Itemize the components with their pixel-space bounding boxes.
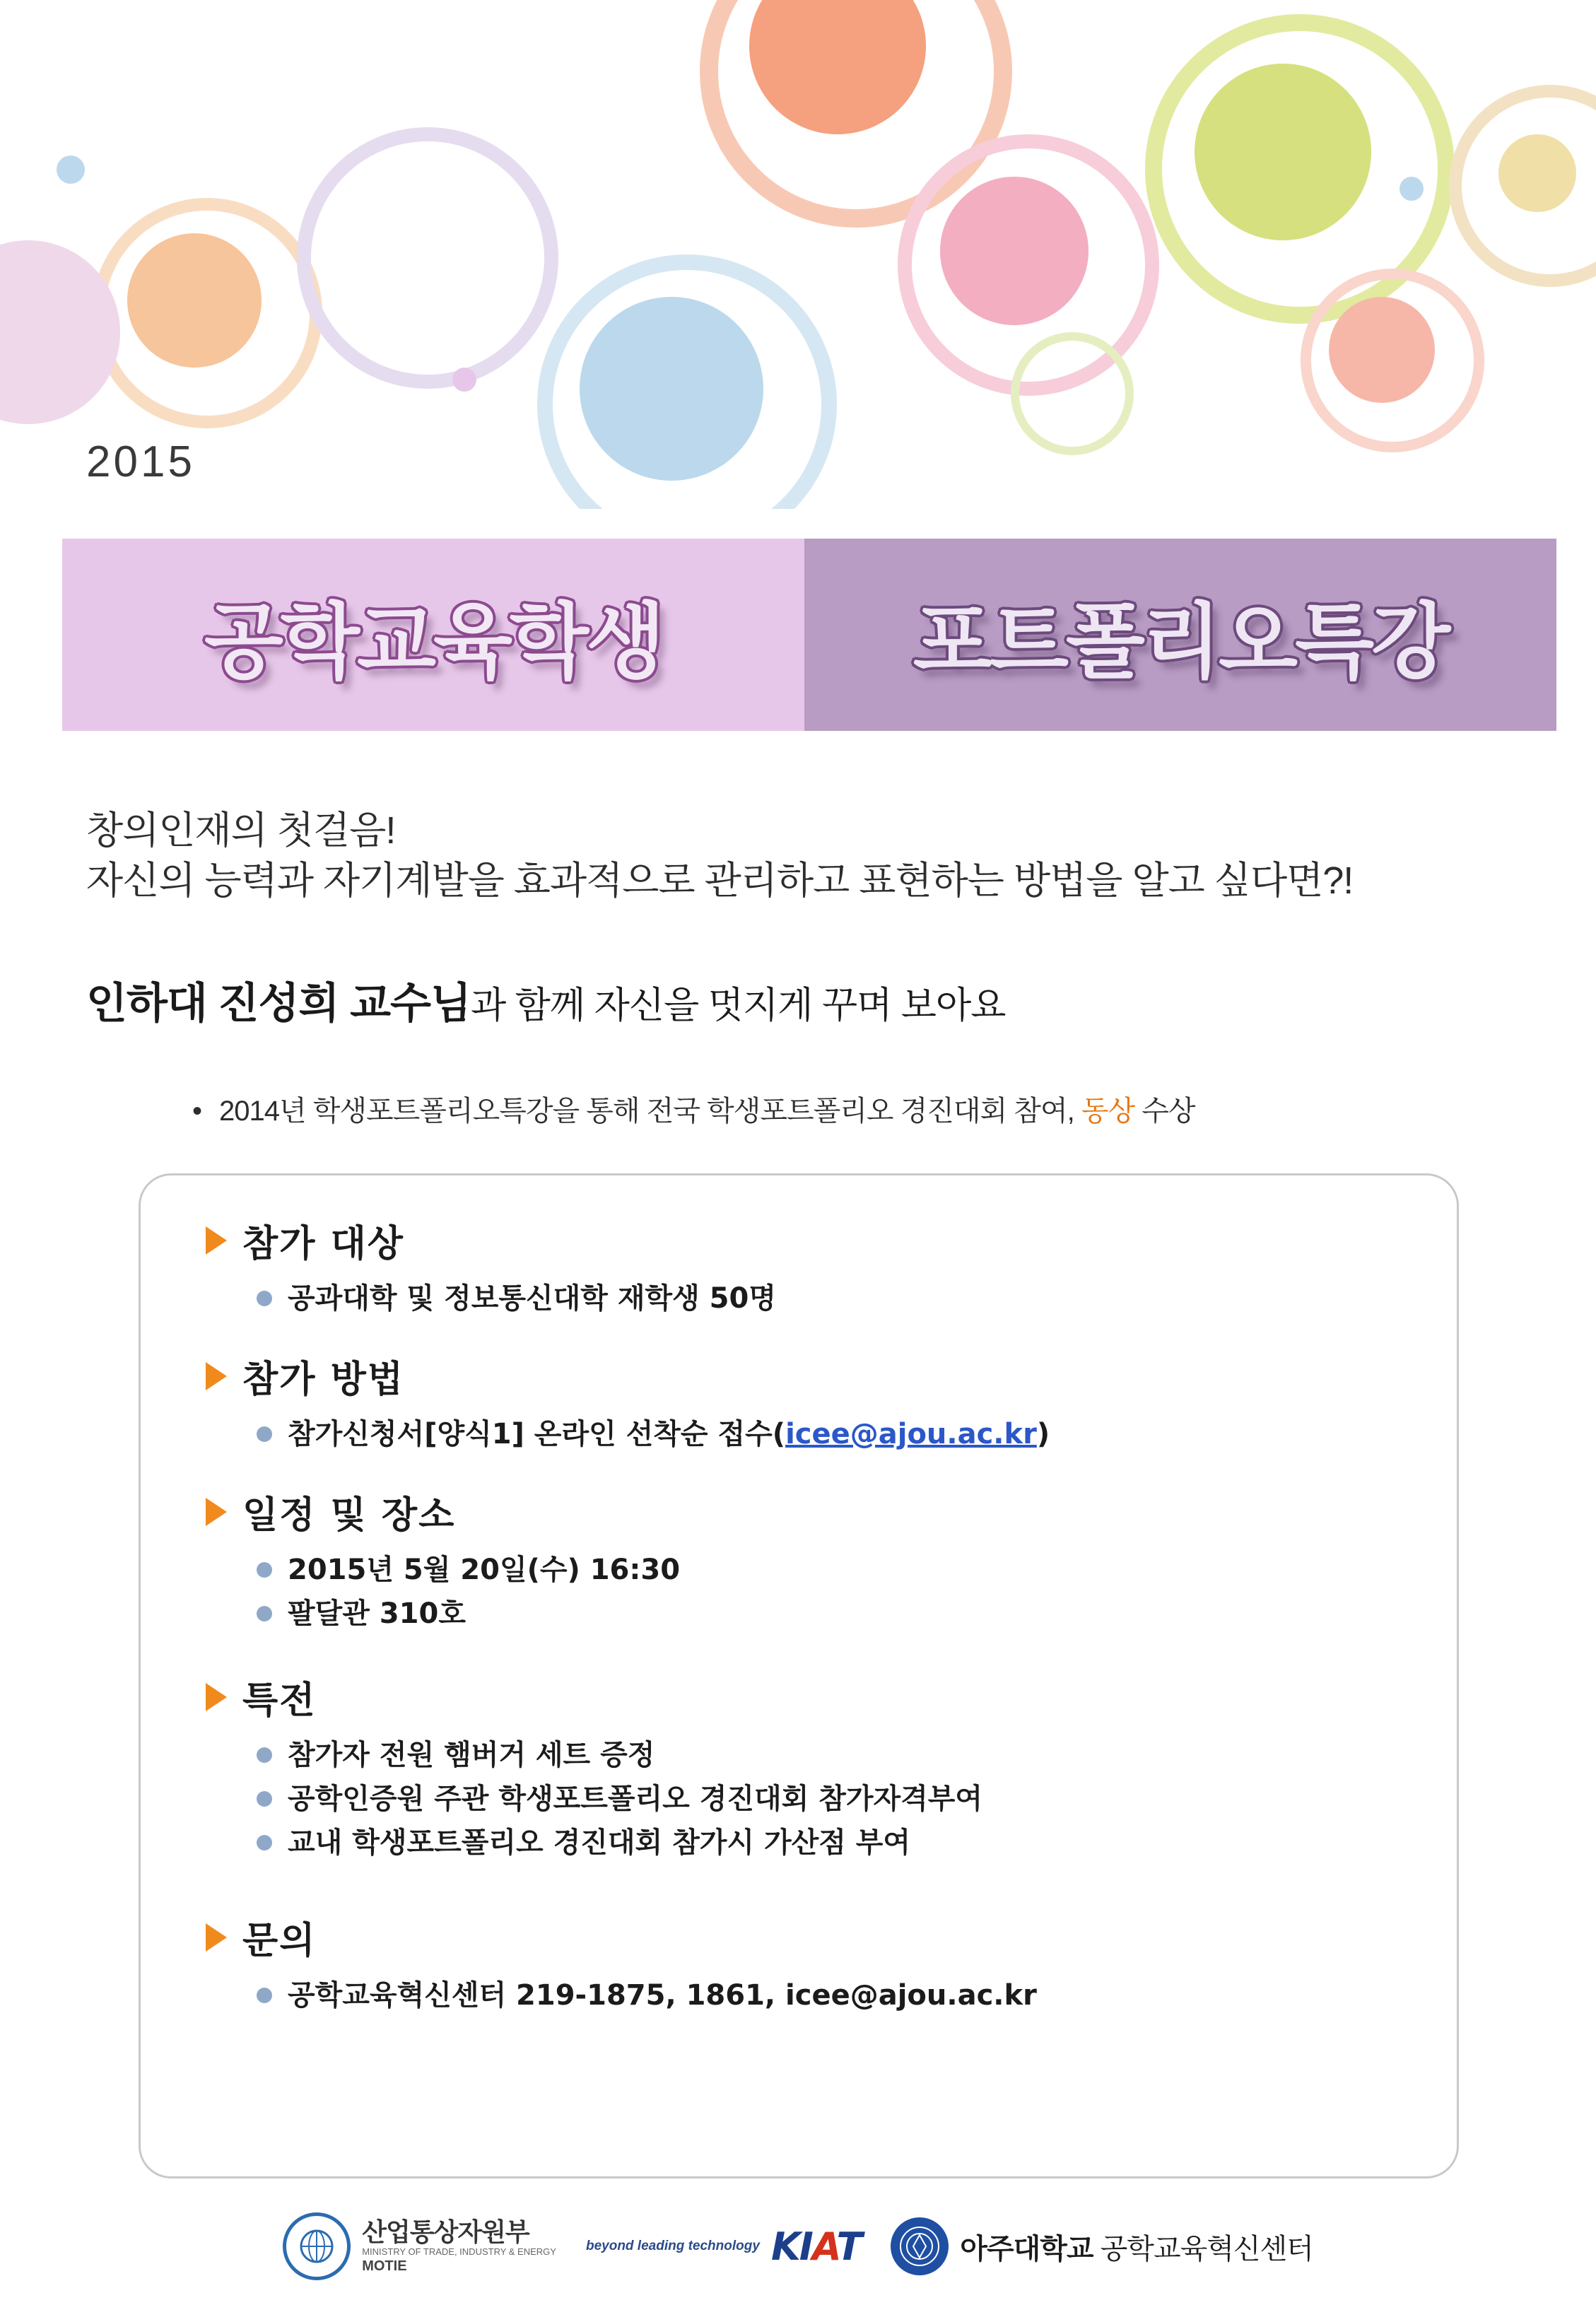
kiat-wordmark-part2: A	[811, 2224, 837, 2269]
poster-title-left: 공학교육학생	[204, 594, 663, 690]
kiat-wordmark-part1: KI	[770, 2224, 812, 2269]
section-contact	[206, 1911, 1037, 2017]
bubble-icon	[57, 156, 85, 184]
lecturer-line-rest: 과 함께 자신을 멋지게 꾸며 보아요	[470, 985, 1006, 1026]
poster-title-right: 포트폴리오특강	[913, 594, 1448, 690]
bubble-icon	[1498, 134, 1576, 212]
dot-bullet-icon	[257, 1562, 272, 1578]
section-items	[206, 1412, 1050, 1456]
bubble-icon	[749, 0, 926, 134]
triangle-bullet-icon	[206, 1498, 227, 1526]
award-note-suffix: 수상	[1134, 1096, 1195, 1127]
section-participants	[206, 1214, 776, 1320]
poster-year: 2015	[86, 438, 195, 486]
dot-bullet-icon	[257, 1791, 272, 1807]
title-band-right	[804, 539, 1556, 731]
triangle-bullet-icon	[206, 1923, 227, 1952]
list-item-label: 공학교육혁신센터 219-1875, 1861, icee@ajou.ac.kr	[288, 1979, 1037, 2012]
poster-title-band	[62, 539, 1556, 731]
bubble-icon	[127, 233, 262, 368]
list-item	[257, 1277, 776, 1320]
list-item	[257, 1973, 1037, 2017]
kiat-wordmark	[771, 2224, 861, 2269]
dot-bullet-icon	[257, 1835, 272, 1851]
bubble-ring-icon	[1449, 85, 1596, 287]
award-highlight: 동상	[1081, 1096, 1135, 1127]
list-item-label: 교내 학생포트폴리오 경진대회 참가시 가산점 부여	[288, 1826, 911, 1859]
section-heading-label: 특전	[242, 1679, 317, 1722]
list-item-label: 2015년 5월 20일(수) 16:30	[288, 1554, 681, 1586]
triangle-bullet-icon	[206, 1362, 227, 1390]
bubble-icon	[940, 177, 1089, 325]
bubble-ring-icon	[537, 254, 837, 509]
list-item	[257, 1821, 982, 1865]
kiat-tagline: beyond leading technology	[585, 2239, 760, 2253]
motie-name-kr: 산업통상자원부	[362, 2217, 529, 2247]
bubble-ring-icon	[1011, 332, 1134, 455]
intro-line-2: 자신의 능력과 자기계발을 효과적으로 관리하고 표현하는 방법을 알고 싶다면?!	[86, 860, 1354, 903]
bubble-icon	[1195, 64, 1371, 240]
bubble-ring-icon	[1301, 269, 1484, 452]
dot-bullet-icon	[257, 1291, 272, 1306]
apply-email-link[interactable]: icee@ajou.ac.kr	[785, 1418, 1037, 1450]
section-items	[206, 1548, 680, 1636]
section-heading-label: 문의	[242, 1920, 317, 1962]
motie-logo	[283, 2212, 556, 2280]
bubble-ring-icon	[700, 0, 1012, 228]
list-item	[257, 1412, 1050, 1456]
award-note-prefix: 2014년 학생포트폴리오특강을 통해 전국 학생포트폴리오 경진대회 참여,	[219, 1096, 1081, 1127]
section-heading	[206, 1349, 1050, 1402]
list-item	[257, 1777, 982, 1821]
award-note	[192, 1089, 1195, 1129]
list-item	[257, 1592, 680, 1636]
dot-bullet-icon	[257, 1988, 272, 2003]
award-bullet-icon: •	[192, 1096, 202, 1127]
bubble-icon	[1329, 297, 1435, 403]
section-how-to-apply	[206, 1349, 1050, 1456]
list-item-label: 공학인증원 주관 학생포트폴리오 경진대회 참가자격부여	[288, 1783, 983, 1815]
ajou-logo	[891, 2217, 1313, 2275]
section-heading	[206, 1485, 680, 1538]
list-item	[257, 1733, 982, 1777]
dot-bullet-icon	[257, 1426, 272, 1442]
section-items	[206, 1733, 982, 1865]
section-schedule-venue	[206, 1485, 680, 1636]
section-heading-label: 참가 방법	[242, 1359, 405, 1401]
kiat-logo	[586, 2224, 861, 2269]
triangle-bullet-icon	[206, 1226, 227, 1255]
section-heading	[206, 1911, 1037, 1964]
bubble-ring-icon	[297, 127, 558, 389]
section-items	[206, 1973, 1037, 2017]
decorative-bubbles-background	[0, 0, 1596, 509]
bubble-ring-icon	[898, 134, 1159, 396]
section-heading	[206, 1214, 776, 1267]
ajou-emblem-icon	[891, 2217, 949, 2275]
section-items	[206, 1277, 776, 1320]
details-box	[139, 1173, 1459, 2178]
list-item-label: 팔달관 310호	[288, 1597, 466, 1630]
list-item-label: 공과대학 및 정보통신대학 재학생 50명	[288, 1282, 776, 1315]
bubble-ring-icon	[1145, 14, 1455, 324]
motie-name-sub: MINISTRY OF TRADE, INDUSTRY & ENERGY	[362, 2246, 556, 2257]
section-heading-label: 참가 대상	[242, 1223, 405, 1265]
ajou-name-thin: 공학교육혁신센터	[1093, 2233, 1313, 2265]
list-item-label: 참가자 전원 햄버거 세트 증정	[288, 1739, 655, 1771]
list-item-prefix: 참가신청서[양식1] 온라인 선착순 접수(	[288, 1418, 786, 1450]
triangle-bullet-icon	[206, 1683, 227, 1711]
kiat-wordmark-part3: T	[836, 2224, 862, 2269]
motie-emblem-icon	[283, 2212, 351, 2280]
bubble-icon	[1400, 177, 1424, 201]
title-band-left	[62, 539, 804, 731]
lecturer-name: 인하대 진성희 교수님	[86, 980, 471, 1027]
dot-bullet-icon	[257, 1606, 272, 1621]
intro-line-1: 창의인재의 첫걸음!	[86, 809, 396, 852]
section-benefits	[206, 1670, 982, 1865]
bubble-icon	[580, 297, 763, 481]
bubble-icon	[0, 240, 120, 424]
list-item	[257, 1548, 680, 1592]
section-heading	[206, 1670, 982, 1723]
ajou-name-bold: 아주대학교	[960, 2233, 1093, 2265]
section-heading-label: 일정 및 장소	[242, 1494, 456, 1537]
list-item-suffix: )	[1036, 1418, 1050, 1450]
ajou-wordmark	[960, 2227, 1313, 2267]
lecturer-line	[86, 970, 1005, 1031]
dot-bullet-icon	[257, 1747, 272, 1763]
sponsor-logo-footer	[0, 2212, 1596, 2280]
bubble-ring-icon	[92, 198, 322, 428]
bubble-icon	[452, 368, 476, 392]
intro-text	[86, 806, 1521, 907]
motie-name-en: MOTIE	[362, 2258, 407, 2274]
